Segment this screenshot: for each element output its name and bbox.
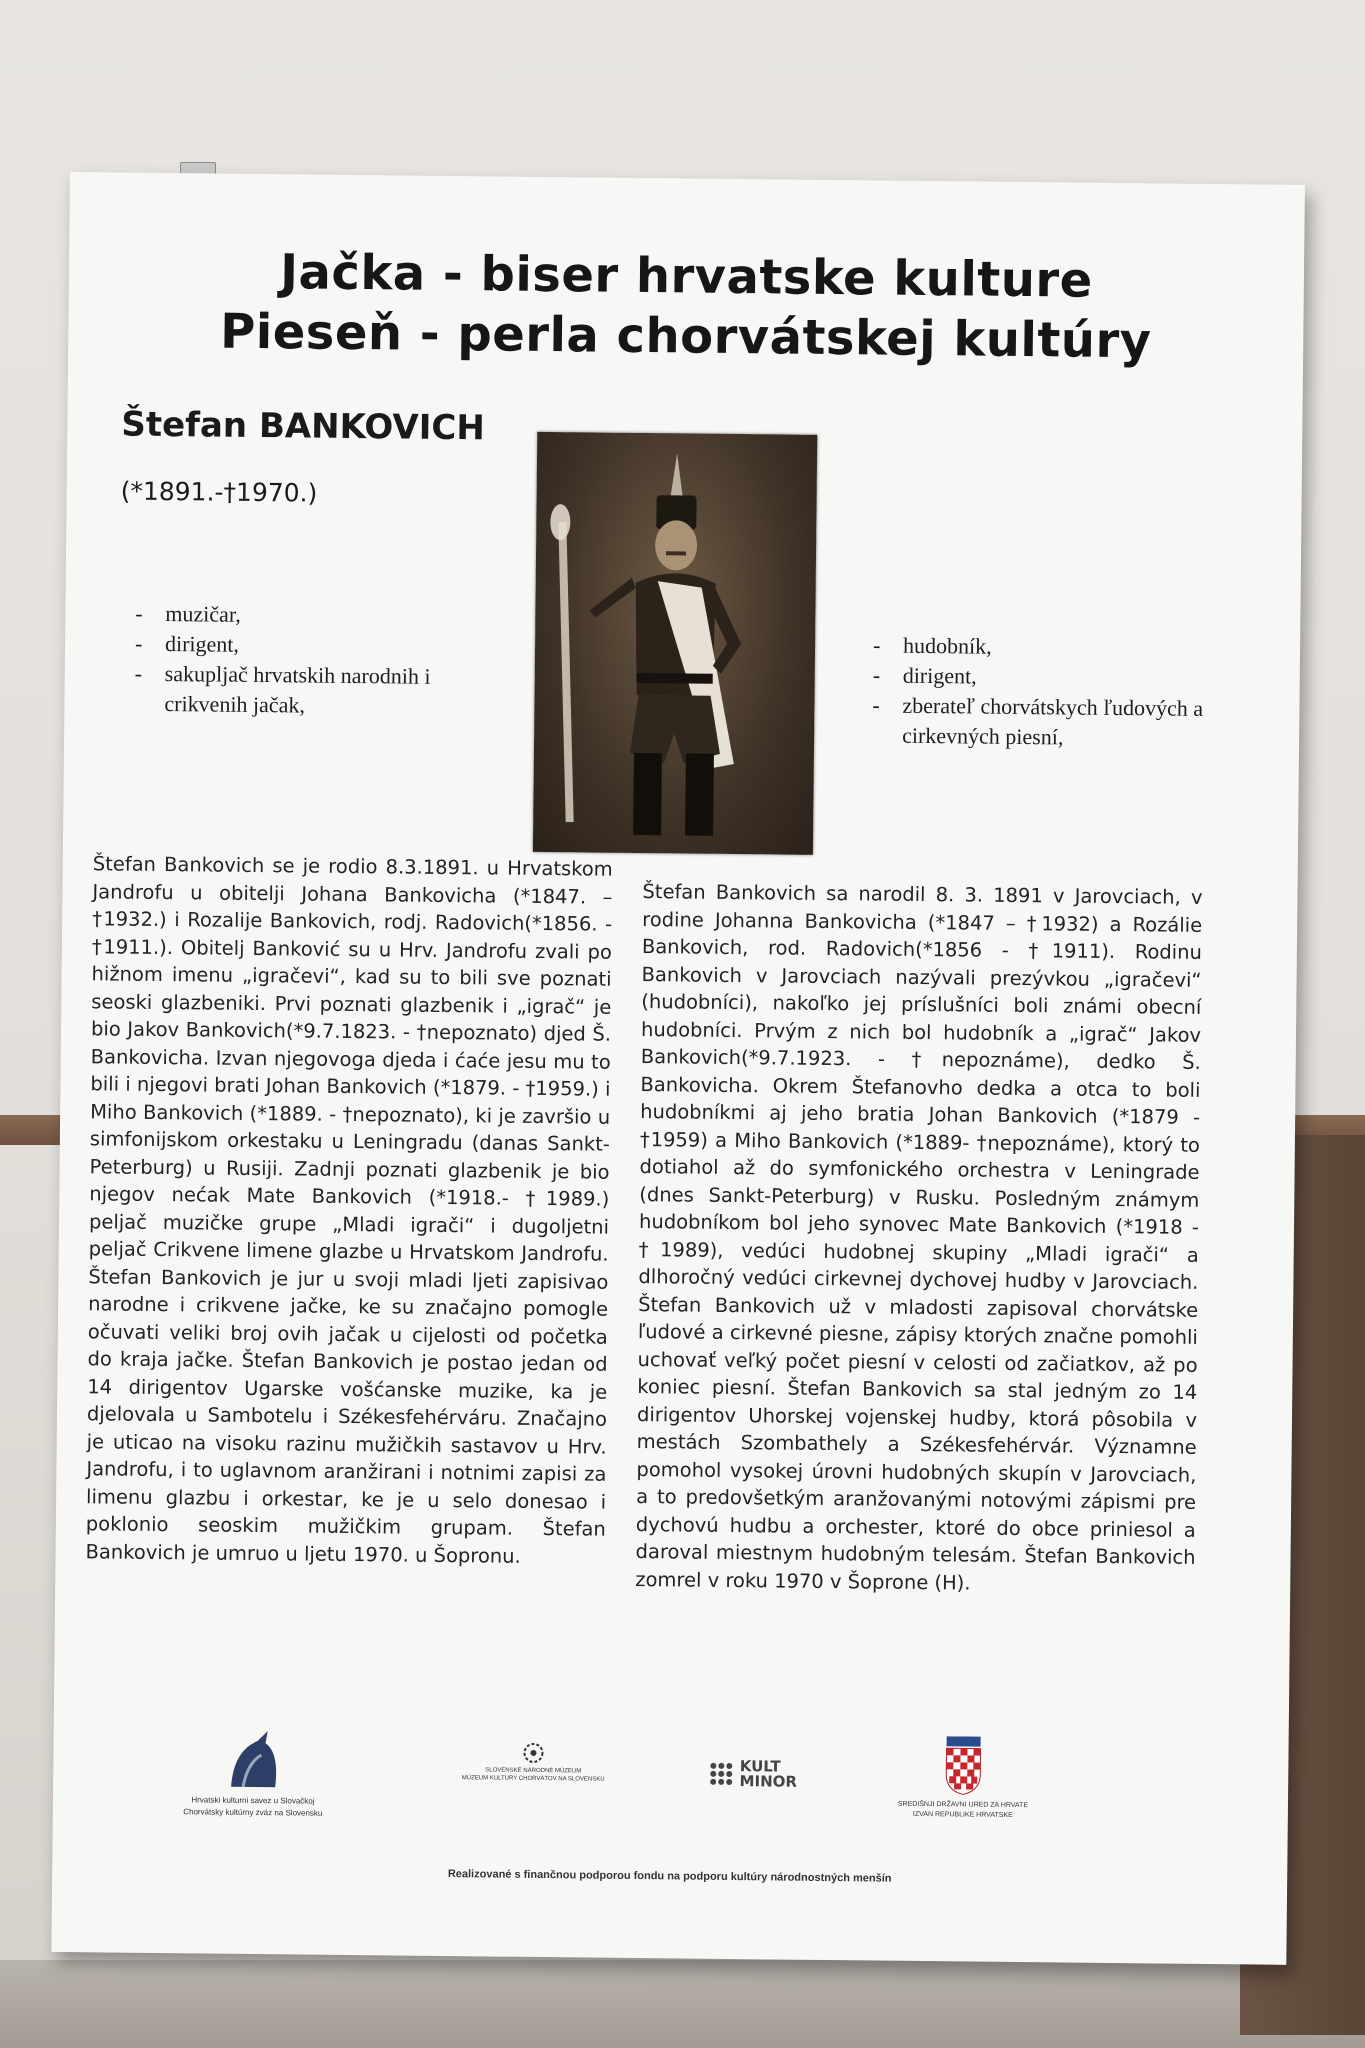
role-item: - muzičar, xyxy=(135,599,505,633)
role-item: - zberateľ chorvátskych ľudových a cirkevných piesní, xyxy=(872,690,1243,754)
portrait-photo xyxy=(533,432,817,855)
hks-logo xyxy=(153,1728,354,1820)
croatian-coat-of-arms-icon xyxy=(940,1736,987,1796)
hks-emblem-icon xyxy=(223,1729,284,1792)
exhibition-board xyxy=(51,172,1305,1965)
kult-bottom: MINOR xyxy=(739,1772,798,1791)
partner-logos xyxy=(52,1727,1288,1860)
museum-logo xyxy=(418,1741,648,1784)
title-croatian: Jačka - biser hrvatske kulture xyxy=(279,244,1093,309)
person-name: Štefan BANKOVICH xyxy=(121,404,486,449)
kult-minor-logo xyxy=(693,1759,813,1790)
biography-slovak: Štefan Bankovich sa narodil 8. 3. 1891 v Jarovciach, v rodine Johanna Bankovicha (*1847 – †1932) a Rozálie Bankovich, rod. Radovich(*1856 - †1911). Rodinu Bankovich v Jarovciach nazývali prezývkou „igračevi“ (hudobníci), nakoľko jej príslušníci boli známi obecní hudobníci. Prvým z nich bol hudobník a „igrač“ Jakov Bankovich(*9.7.1923. - †nepoznáme), dedko Š. Bankovicha. Okrem Štefanovho dedka a otca to boli hudobníkmi aj jeho bratia Johan Bankovich (*1879 - †1959) a Miho Bankovich (*1889- †nepoznáme), ktorý to dotiahol až do symfonického orchestra v Leningrade (dnes Sankt-Peterburg) v Rusku. Posledným známym hudobníkom bol jeho synovec Mate Bankovich (*1918 - †1989), vedúci hudobnej skupiny „Mladi igrači“ a dlhoročný vedúci cirkevnej dychovej hudby v Jarovciach. Štefan Bankovich už v mladosti zapisoval chorvátske ľudové a cirkevné piesne, zápisy ktorých značne pomohli uchovať veľký počet piesní v celosti od začiatkov, až po koniec piesní. Štefan Bankovich sa stal jedným zo 14 dirigentov Uhorskej vojenskej hudby, ktorá pôsobila v mestách Szombathely a Székesfehérvár. Významne pomohol vysokej úrovni hudobných skupín v Jarovciach, a to predovšetkým aranžovanými notovými zápismi pre dychovú hudbu a orchester, ktoré do obce priniesol a daroval miestnym hudobným telesám. Štefan Bankovich zomrel v roku 1970 v Šoprone (H). xyxy=(635,880,1203,1595)
hks-line-2: Chorvátsky kultúrny zväz na Slovensku xyxy=(183,1807,323,1818)
role-item: - dirigent, xyxy=(873,660,1243,694)
kult-minor-wordmark xyxy=(740,1759,798,1790)
portrait-figure xyxy=(533,432,817,855)
funding-note: Realizované s finančnou podporou fondu na podporu kultúry národnostných menšín xyxy=(447,1868,892,1885)
office-line-2: IZVAN REPUBLIKE HRVATSKE xyxy=(912,1810,1013,1819)
floor xyxy=(0,1960,1365,2048)
roles-croatian xyxy=(134,599,505,723)
roles-slovak xyxy=(872,630,1243,754)
life-dates: (*1891.-†1970.) xyxy=(120,476,318,508)
hks-line-1: Hrvatski kulturni savez u Slovačkoj xyxy=(191,1795,315,1806)
museum-line-1: SLOVENSKÉ NÁRODNÉ MÚZEUM xyxy=(485,1767,582,1775)
kult-minor-dots-icon xyxy=(709,1762,733,1786)
role-item: - hudobník, xyxy=(873,630,1243,664)
role-item: - sakupljač hrvatskih narodnih i crikvenih jačak, xyxy=(134,659,505,723)
title-slovak: Pieseň - perla chorvátskej kultúry xyxy=(219,303,1152,370)
role-item: - dirigent, xyxy=(135,629,505,663)
biography-croatian: Štefan Bankovich se je rodio 8.3.1891. u Hrvatskom Jandrofu u obitelji Johana Bankovicha (*1847. – †1932.) i Rozalije Bankovich, rodj. Radovich(*1856. - †1911.). Obitelj Banković su u Hrv. Jandrofu zvali po hižnom imenu „igračevi“, kad su to bili sve poznati seoski glazbeniki. Prvi poznati glazbenik i „igrač“ je bio Jakov Bankovich(*9.7.1823. - †nepoznato) djed Š. Bankovicha. Izvan njegovoga djeda i ćaće jesu mu to bili i njegovi brati Johan Bankovich (*1879. - †1959.) i Miho Bankovich (*1889. - †nepoznato), ki je završio u simfonijskom orkestaku u Leningradu (danas Sankt-Peterburg) u Rusiji. Zadnji poznati glazbenik je bio njegov nećak Mate Bankovich (*1918.- †1989.) peljač muzičke grupe „Mladi igrači“ i dugoljetni peljač Crikvene limene glazbe u Hrvatskom Jandrofu. Štefan Bankovich je jur u svoji mladi ljeti zapisivao narodne i crikvene jačke, ke su značajno pomogle očuvati veliki broj ovih jačak u cijelosti od početka do kraja jačke. Štefan Bankovich je postao jedan od 14 dirigentov Ugarske vošćanske muzike, ka je djelovala u Sambotelu i Székesfehérváru. Značajno je uticao na visoku razinu mužičkih sastavov u Hrv. Jandrofu, i to uglavnom aranžirani i notnimi zapisi za limenu glazbu i orkestar, ke je u selo donesao i poklonio seoskim mužičkim grupam. Štefan Bankovich je umruo u ljetu 1970. u Šopronu. xyxy=(85,852,613,1568)
kult-top: KULT xyxy=(739,1757,781,1776)
museum-line-2: MÚZEUM KULTÚRY CHORVÁTOV NA SLOVENSKU xyxy=(461,1775,605,1783)
museum-rosette-icon xyxy=(522,1742,544,1764)
croatian-office-logo xyxy=(873,1736,1054,1822)
office-line-1: SREDIŠNJI DRŽAVNI URED ZA HRVATE xyxy=(897,1800,1029,1810)
